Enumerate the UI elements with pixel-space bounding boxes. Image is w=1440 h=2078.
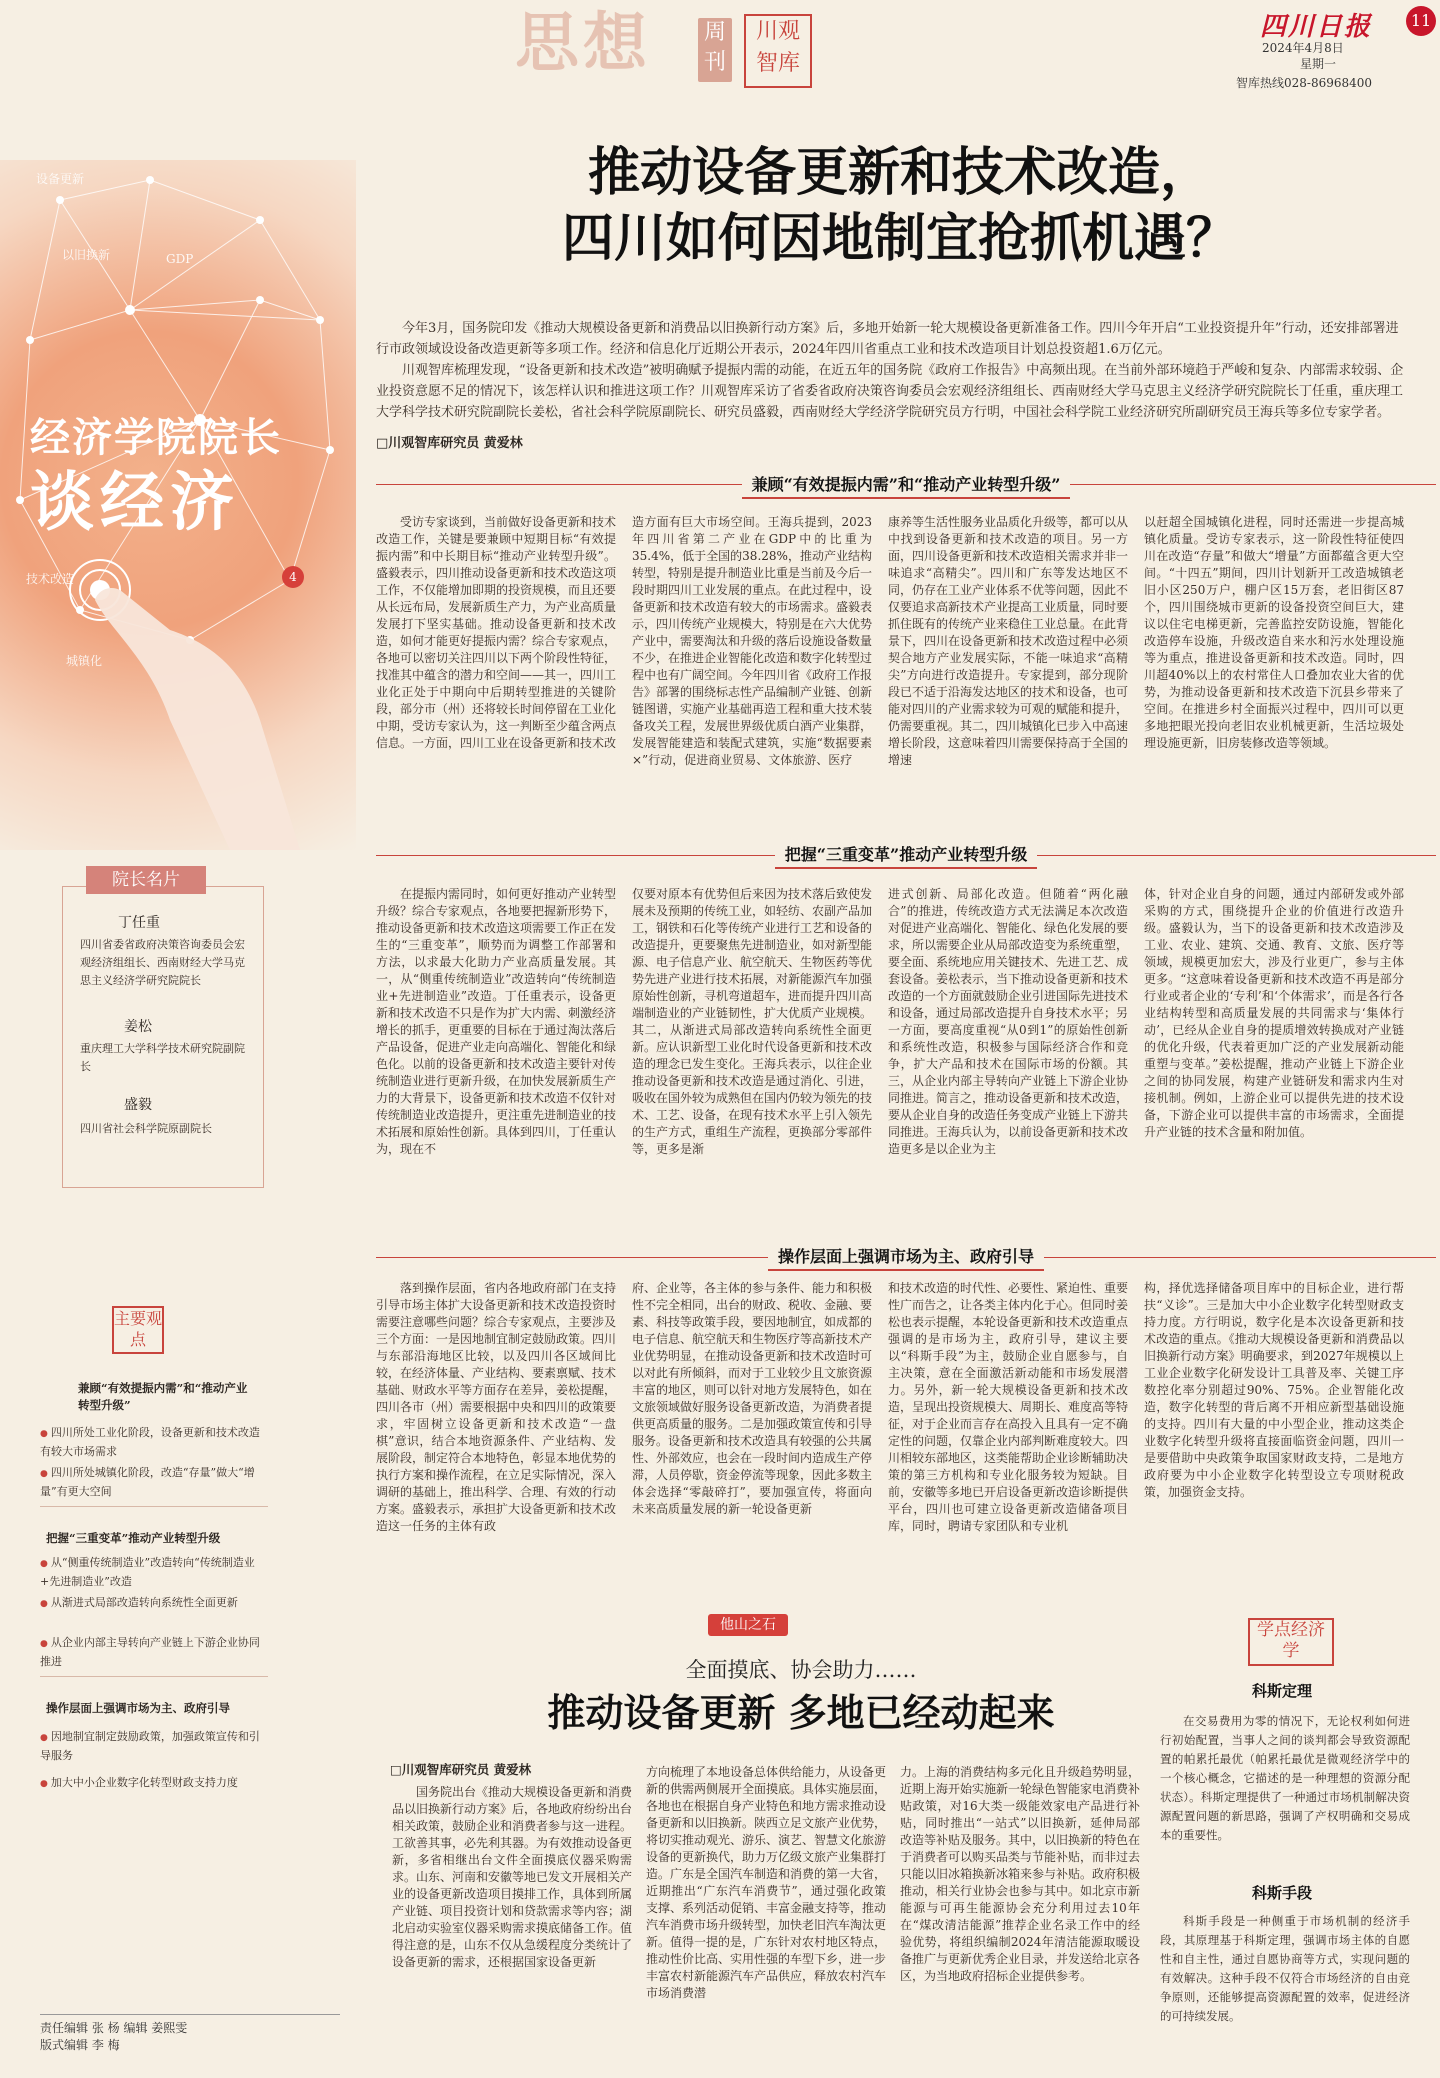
column-text: 落到操作层面，省内各地政府部门在支持引导市场主体扩大设备更新和技术改造投资时需要注意哪些问题？综合专家观点，主要涉及三个方面：一是因地制宜制定鼓励政策。四川与东部沿海地区比较，以及四川各区域间比较，在经济体量、产业结构、要素禀赋、技术基础、财政水平等方面存在差异，姜松提醒，四川各市（州）需要根据中央和四川的政策要求，牢固树立设备更新和技术改造“一盘棋”意识，结合本地资源条件、产业结构、发展阶段，制定符合本地特色，彰显本地优势的执行方案和操作流程，在立足实际情况，深入调研的基础上，推出科学、合理、有效的行动方案。盛毅表示，承担扩大设备更新和技术改造这一任务的主体有政 bbox=[376, 1281, 616, 1533]
graphic-label-1: 设备更新 bbox=[36, 172, 85, 186]
key-point-item: ● 四川所处工业化阶段，设备更新和技术改造有较大市场需求 bbox=[40, 1424, 268, 1461]
key-point-item: ● 四川所处城镇化阶段，改造“存量”做大“增量”有更大空间 bbox=[40, 1464, 268, 1501]
section-heading-3 bbox=[376, 1242, 1436, 1271]
divider bbox=[40, 1676, 268, 1677]
headline-line2: 四川如何因地制宜抢抓机遇？ bbox=[561, 208, 1238, 269]
issue-weekday: 星期一 bbox=[1300, 57, 1337, 71]
article-column bbox=[888, 886, 1128, 1226]
graphic-label-3: GDP bbox=[166, 252, 194, 266]
article-column bbox=[1144, 514, 1404, 820]
editor-credits bbox=[40, 2020, 187, 2054]
column-text: 方向梳理了本地设备总体供给能力，从设备更新的供需两侧展开全面摸底。具体实施层面，各地也在根据自身产业特色和地方需求推动设备更新和以旧换新。陕西立足文旅产业优势，将切实推动观光、游乐、演艺、智慧文化旅游设备的更新换代，助力万亿级文旅产业集群打造。广东是全国汽车制造和消费的第一大省，近期推出“广东汽车消费节”，通过强化政策支撑、系列活动促销、丰富金融支持等，推动汽车消费市场升级转型，加快老旧汽车淘汰更新。值得一提的是，广东针对农村地区特点，推动性价比高、实用性强的车型下乡，进一步丰富农村新能源汽车产品供应，释放农村汽车市场消费潜 bbox=[646, 1765, 886, 2000]
term-title: 科斯手段 bbox=[1252, 1884, 1313, 1902]
sub-headline: 全面摸底、协会助力…… bbox=[685, 1658, 917, 1682]
key-point-item: ● 从渐进式局部改造转向系统性全面更新 bbox=[40, 1594, 268, 1613]
column-text: 以赶超全国城镇化进程，同时还需进一步提高城镇化质量。受访专家表示，这一阶段性特征使四川在改造“存量”和做大“增量”方面都蕴含更大空间。“十四五”期间，四川计划新开工改造城镇老旧小区250万户，棚户区15万套，老旧街区87个，四川围绕城市更新的设备投资空间巨大，建议以住宅电梯更新，完善监控安防设施，智能化改造停车设施，升级改造自来水和污水处理设施等为重点，推进设备更新和技术改造。同时，四川超40%以上的农村常住人口叠加农业大省的优势，为推动设备更新和技术改造下沉县乡带来了空间。在推进乡村全面振兴过程中，四川可以更多地把眼光投向老旧农业机械更新，生活垃圾处理设施更新，旧房装修改造等领域。 bbox=[1144, 515, 1404, 750]
key-point-item: ● 从“侧重传统制造业”改造转向“传统制造业+先进制造业”改造 bbox=[40, 1554, 268, 1591]
divider bbox=[40, 1506, 268, 1507]
byline: □川观智库研究员 黄爱林 bbox=[390, 1762, 532, 1777]
term-definition: 科斯手段是一种侧重于市场机制的经济手段，其原理基于科斯定理，强调市场主体的自愿性和自主性，通过自愿协商等方式，实现问题的有效解决。这种手段不仅符合市场经济的自由竞争原则，还能够提高资源配置的效率，促进经济的可持续发展。 bbox=[1160, 1914, 1410, 2023]
key-point-item: ● 加大中小企业数字化转型财政支持力度 bbox=[40, 1774, 268, 1793]
article-column bbox=[888, 1280, 1128, 1596]
key-points-stamp: 主要观点 bbox=[112, 1306, 164, 1354]
article-column bbox=[376, 1280, 616, 1596]
issue-date bbox=[1262, 40, 1344, 72]
section-heading-3-text: 操作层面上强调市场为主、政府引导 bbox=[768, 1242, 1044, 1271]
column-title bbox=[30, 412, 282, 542]
column-text: 体，针对企业自身的问题，通过内部研发或外部采购的方式，围绕提升企业的价值进行改造升级。盛毅认为，当下的设备更新和技术改造涉及工业、农业、建筑、交通、教育、文旅、医疗等领域，规模更加宏大，涉及行业更广，参与主体更多。“这意味着设备更新和技术改造不再是部分行业或者企业的‘专利’和‘个体需求’，而是各行各业结构转型和高质量发展的共同需求与‘集体行动’，已经从企业自身的提质增效转换成对产业链的优化升级，代表着更加广泛的产业发展新动能重塑与变革。”姜松提醒，推动产业链上下游企业之间的协同发展，构建产业链研发和需求内生对接机制。例如，上游企业可以提供先进的技术设备，下游企业可以提供丰富的市场需求，全面提升产业链的技术含量和附加值。 bbox=[1144, 887, 1404, 1139]
graphic-label-5: 城镇化 bbox=[66, 654, 103, 668]
section-heading-1-text: 兼顾“有效提振内需”和“推动产业转型升级” bbox=[742, 470, 1071, 499]
key-group-title: 操作层面上强调市场为主、政府引导 bbox=[46, 1701, 230, 1715]
paper-logo: 四川日报 bbox=[1260, 12, 1373, 42]
article-column bbox=[632, 886, 872, 1226]
page-number-badge: 11 bbox=[1406, 6, 1436, 36]
section-title: 思想 bbox=[515, 6, 651, 81]
section-tag: 他山之石 bbox=[708, 1614, 788, 1636]
article-column bbox=[632, 1280, 872, 1596]
divider bbox=[40, 2014, 340, 2015]
intro-paragraph: 川观智库梳理发现，“设备更新和技术改造”被明确赋予提振内需的动能，在近五年的国务院《政府工作报告》中高频出现。在当前外部环境趋于严峻和复杂、内部需求较弱、企业投资意愿不足的情况下，该怎样认识和推进这项工作？川观智库采访了省委省政府决策咨询委员会宏观经济组组长、西南财经大学马克思主义经济学研究院院长丁任重，重庆理工大学科学技术研究院副院长姜松，省社会科学院原副院长、研究员盛毅，西南财经大学经济学院研究员方行明，中国社会科学院工业经济研究所副研究员王海兵等多位专家学者。 bbox=[376, 363, 1404, 420]
column-text: 国务院出台《推动大规模设备更新和消费品以旧换新行动方案》后，各地政府纷纷出台相关政策，鼓励企业和消费者参与这一进程。工欲善其事，必先利其器。为有效推动设备更新，多省相继出台文件全面摸底仪器采购需求。山东、河南和安徽等地已发文开展相关产业的设备更新改造项目摸排工作，具体到所属产业链、项目投资计划和贷款需求等内容；湖北启动实验室仪器采购需求摸底储备工作。值得注意的是，山东不仅从急缓程度分类统计了设备更新的需求，还根据国家设备更新 bbox=[392, 1785, 632, 1969]
column-text: 康养等生活性服务业品质化升级等，都可以从中找到设备更新和技术改造的项目。另一方面，四川设备更新和技术改造相关需求并非一味追求“高精尖”。四川和广东等发达地区不同，仍存在工业产业体系不优等问题，因此不仅要追求高新技术产业提高工业质量，同时要抓住既有的传统产业来稳住工业总量。在此背景下，四川在设备更新和技术改造过程中必须契合地方产业发展实际，不能一味追求“高精尖”方向进行改造提升。专家提到，部分现阶段已不适于沿海发达地区的技术和设备，也可能对四川的产业需求较为可观的赋能和提升，仍需要重视。其二，四川城镇化已步入中高速增长阶段，这意味着四川需要保持高于全国的增速 bbox=[888, 515, 1128, 767]
article-column bbox=[392, 1784, 632, 2056]
section-heading-2 bbox=[376, 840, 1436, 869]
brand-stamp: 川观智库 bbox=[744, 14, 812, 88]
article-column bbox=[1144, 1280, 1404, 1596]
person-desc: 四川省委省政府决策咨询委员会宏观经济组组长、西南财经大学马克思主义经济学研究院院长 bbox=[80, 938, 245, 987]
term-title: 科斯定理 bbox=[1252, 1682, 1313, 1700]
column-text: 力。上海的消费结构多元化且升级趋势明显，近期上海开始实施新一轮绿色智能家电消费补贴政策，对16大类一级能效家电产品进行补贴，同时推出“一站式”以旧换新，延伸局部改造等补贴及服务。其中，以旧换新的特色在于消费者可以购买品类与节能补贴，而非过去只能以旧冰箱换新冰箱来参与补贴。政府积极推动，相关行业协会也参与其中。如北京市新能源与可再生能源协会充分利用过去10年在“煤改清洁能源”推荐企业名录工作中的经验优势，将组织编制2024年清洁能源取暖设备推广与更新优秀企业目录，并发送给北京各区，为当地政府招标企业提供参考。 bbox=[900, 1765, 1140, 1983]
editor-line: 责任编辑 张 杨 编辑 姜熙雯 bbox=[40, 2021, 188, 2035]
section-heading-2-text: 把握“三重变革”推动产业转型升级 bbox=[775, 840, 1037, 869]
editor-line: 版式编辑 李 梅 bbox=[40, 2038, 120, 2052]
column-text: 和技术改造的时代性、必要性、紧迫性、重要性广而告之，让各类主体内化于心。但同时姜松也表示提醒，本轮设备更新和技术改造重点强调的是市场为主，政府引导，建议主要以“科斯手段”为主，鼓励企业自愿参与，自主决策，意在全面激活新动能和市场发展潜力。另外，新一轮大规模设备更新和技术改造，呈现出投资规模大、周期长、难度高等特征，对于企业而言存在高投入且具有一定不确定性的问题，仅靠企业内部判断难度较大。四川相较东部地区，这类能帮助企业诊断辅助决策的第三方机构和专业化服务较为短缺。目前，安徽等多地已开启设备更新改造诊断提供平台，四川也可建立设备更新改造储备项目库，同时，聘请专家团队和专业机 bbox=[888, 1281, 1128, 1533]
graphic-label-4: 技术改造 bbox=[26, 572, 75, 586]
column-text: 进式创新、局部化改造。但随着“两化融合”的推进，传统改造方式无法满足本次改造对促进产业高端化、智能化、绿色化发展的要求，所以需要企业从局部改造变为系统重塑，要全面、系统地应用关键技术、先进工艺、成套设备。姜松表示，当下推动设备更新和技术改造的一个方面就鼓励企业引进国际先进技术和设备，通过局部改造提升自身技术水平；另一方面，要高度重视“从0到1”的原始性创新和系统性改造，积极参与国际经济合作和竞争，扩大产品和技术在国际市场的份额。其三，从企业内部主导转向产业链上下游企业协同推进。简言之，推动设备更新和技术改造，要从企业自身的改造任务变成产业链上下游共同推进。王海兵认为，以前设备更新和技术改造更多是以企业为主 bbox=[888, 887, 1128, 1156]
graphic-label-2: 以旧换新 bbox=[62, 248, 111, 262]
profile-card bbox=[62, 886, 264, 1188]
learn-economics-stamp: 学点经济学 bbox=[1248, 1618, 1334, 1666]
article-column bbox=[376, 886, 616, 1226]
column-text: 仅要对原本有优势但后来因为技术落后致使发展未及预期的传统工业，如轻纺、农副产品加工，钢铁和石化等传统产业进行工艺和设备的改造提升，更要聚焦先进制造业，如对新型能源、电子信息产业、航空航天、生物医药等优势先进产业进行技术拓展，对新能源汽车加强原始性创新，寻机弯道超车，进而提升四川高端制造业的产业链韧性，扩大优质产业规模。其二，从渐进式局部改造转向系统性全面更新。应认识新型工业化时代设备更新和技术改造的理念已发生变化。王海兵表示，以往企业推动设备更新和技术改造是通过消化、引进，吸收在国外较为成熟但在国内仍较为领先的技术、工艺、设备，在现有技术水平上引入领先的生产方式，重组生产流程，更换部分零部件等，更多是渐 bbox=[632, 887, 872, 1156]
person-desc: 重庆理工大学科学技术研究院副院长 bbox=[80, 1042, 245, 1073]
column-title-line1: 经济学院院长 bbox=[30, 414, 282, 461]
person-name: 盛毅 bbox=[124, 1097, 152, 1113]
article-column bbox=[1144, 886, 1404, 1226]
intro-paragraphs bbox=[376, 318, 1406, 423]
column-title-line2: 谈经济 bbox=[30, 465, 240, 540]
headline-line1: 推动设备更新和技术改造， bbox=[587, 142, 1212, 203]
article-column bbox=[900, 1764, 1140, 2056]
main-headline bbox=[370, 140, 1430, 272]
hand-pointer bbox=[70, 560, 300, 850]
column-text: 构，择优选择储备项目库中的目标企业，进行帮扶“义诊”。三是加大中小企业数字化转型财政支持力度。方行明说，数字化是本次设备更新和技术改造的重点。《推动大规模设备更新和消费品以旧换新行动方案》明确要求，到2027年规模以上工业企业数字化研发设计工具普及率、关键工序数控化率分别超过90%、75%。企业智能化改造，数字化转型的背后离不开相应新型基础设施的支持。四川有大量的中小型企业，推动这类企业数字化转型升级将直接面临资金问题，四川一是要借助中央政策争取国家财政支持，二是地方政府要为中小企业数字化转型设立专项财税政策，加强资金支持。 bbox=[1144, 1281, 1404, 1499]
article-column bbox=[646, 1764, 886, 2056]
weekly-label: 周刊 bbox=[698, 18, 732, 82]
key-point-item: ● 因地制宜制定鼓励政策，加强政策宣传和引导服务 bbox=[40, 1728, 268, 1765]
issue-date-text: 2024年4月8日 bbox=[1262, 41, 1344, 55]
byline: □川观智库研究员 黄爱林 bbox=[376, 436, 523, 451]
column-text: 受访专家谈到，当前做好设备更新和技术改造工作，关键是要兼顾中短期目标“有效提振内需”和中长期目标“推动产业转型升级”。盛毅表示，四川推动设备更新和技术改造这项工作，不仅能增加即期的投资规模，而且还要从长远布局，发展新质生产力，为产业高质量发展打下坚实基础。推动设备更新和技术改造，如何才能更好提振内需？综合专家观点，各地可以密切关注四川以下两个阶段性特征，找准其中蕴含的潜力和空间——其一，四川工业化正处于中期向中后期转型推进的关键阶段，部分市（州）还将较长时间停留在工业化中期，受访专家认为，这一判断至少蕴含两点信息。一方面，四川工业在设备更新和技术改 bbox=[376, 515, 616, 750]
section-heading-1 bbox=[376, 470, 1436, 499]
hero-illustration bbox=[0, 160, 356, 850]
person-name: 丁任重 bbox=[118, 915, 160, 931]
key-point-item: ● 从企业内部主导转向产业链上下游企业协同推进 bbox=[40, 1634, 268, 1671]
article-column bbox=[376, 514, 616, 820]
key-group-title: 兼顾“有效提振内需”和“推动产业转型升级” bbox=[78, 1381, 248, 1412]
column-text: 造方面有巨大市场空间。王海兵提到，2023年四川省第二产业在GDP中的比重为35.4%，低于全国的38.28%，推动产业结构转型，特别是提升制造业比重是当前及今后一段时期四川工业发展的重点。在此过程中，设备更新和技术改造有较大的市场需求。盛毅表示，四川传统产业规模大，特别是在六大优势产业中，需要淘汰和升级的落后设施设备数量不少，在推进企业智能化改造和数字化转型过程中也有广阔空间。今年四川省《政府工作报告》部署的围绕标志性产品编制产业链、创新链图谱，实施产业基础再造工程和重大技术装备攻关工程，发展世界级优质白酒产业集群，发展智能建造和装配式建筑，实施“数据要素×”行动，促进商业贸易、文体旅游、医疗 bbox=[632, 515, 872, 767]
column-text: 在提振内需同时，如何更好推动产业转型升级？综合专家观点，各地要把握新形势下，推动设备更新和技术改造这项需要工作正在发生的“三重变革”，顺势而为调整工作部署和方法，以求最大化助力产业高质量发展。其一，从“侧重传统制造业”改造转向“传统制造业+先进制造业”改造。丁任重表示，设备更新和技术改造不只是作为扩大内需、刺激经济增长的抓手，更重要的目标在于通过淘汰落后产品设备，促进产业走向高端化、智能化和绿色化。以前的设备更新和技术改造主要针对传统制造业进行更新升级，在加快发展新质生产力的大背景下，设备更新和技术改造不仅针对传统制造业改造提升，更注重先进制造业的技术拓展和原始性创新。具体到四川，丁任重认为，现在不 bbox=[376, 887, 616, 1156]
article-column bbox=[632, 514, 872, 820]
person-name: 姜松 bbox=[124, 1019, 152, 1035]
secondary-headline: 推动设备更新 多地已经动起来 bbox=[547, 1690, 1055, 1735]
article-column bbox=[888, 514, 1128, 820]
profile-card-title: 院长名片 bbox=[86, 866, 206, 894]
column-text: 府、企业等，各主体的参与条件、能力和积极性不完全相同，出台的财政、税收、金融、要素、科技等政策手段，要因地制宜，如成都的电子信息、航空航天和生物医疗等高新技术产业优势明显，在推动设备更新和技术改造时可以对此有所倾斜，而对于工业较少且文旅资源丰富的地区，则可以针对地方发展特色，如在文旅领域做好服务设备更新改造，为消费者提供更高质量的服务。二是加强政策宣传和引导服务。设备更新和技术改造具有较强的公共属性、外部效应，也会在一段时间内造成生产停滞，人员停歇，资金停流等现象，因此多数主体会选择“零敲碎打”，要加强宣传，将面向未来高质量发展的新一轮设备更新 bbox=[632, 1281, 872, 1516]
episode-badge: 4 bbox=[282, 566, 304, 588]
hotline: 智库热线028-86968400 bbox=[1236, 76, 1373, 90]
intro-paragraph: 今年3月，国务院印发《推动大规模设备更新和消费品以旧换新行动方案》后，多地开始新一轮大规模设备更新准备工作。四川今年开启“工业投资提升年”行动，还安排部署进行市政领域设设备改造更新等多项工作。经济和信息化厅近期公开表示，2024年四川省重点工业和技术改造项目计划总投资超1.6万亿元。 bbox=[376, 321, 1399, 357]
term-definition: 在交易费用为零的情况下，无论权利如何进行初始配置，当事人之间的谈判都会导致资源配置的帕累托最优（帕累托最优是微观经济学中的一个核心概念，它描述的是一种理想的资源分配状态）。科斯定理提供了一种通过市场机制解决资源配置问题的新思路，强调了产权明确和交易成本的重要性。 bbox=[1160, 1714, 1410, 1842]
person-desc: 四川省社会科学院原副院长 bbox=[80, 1122, 212, 1135]
key-group-title: 把握“三重变革”推动产业转型升级 bbox=[46, 1531, 221, 1545]
